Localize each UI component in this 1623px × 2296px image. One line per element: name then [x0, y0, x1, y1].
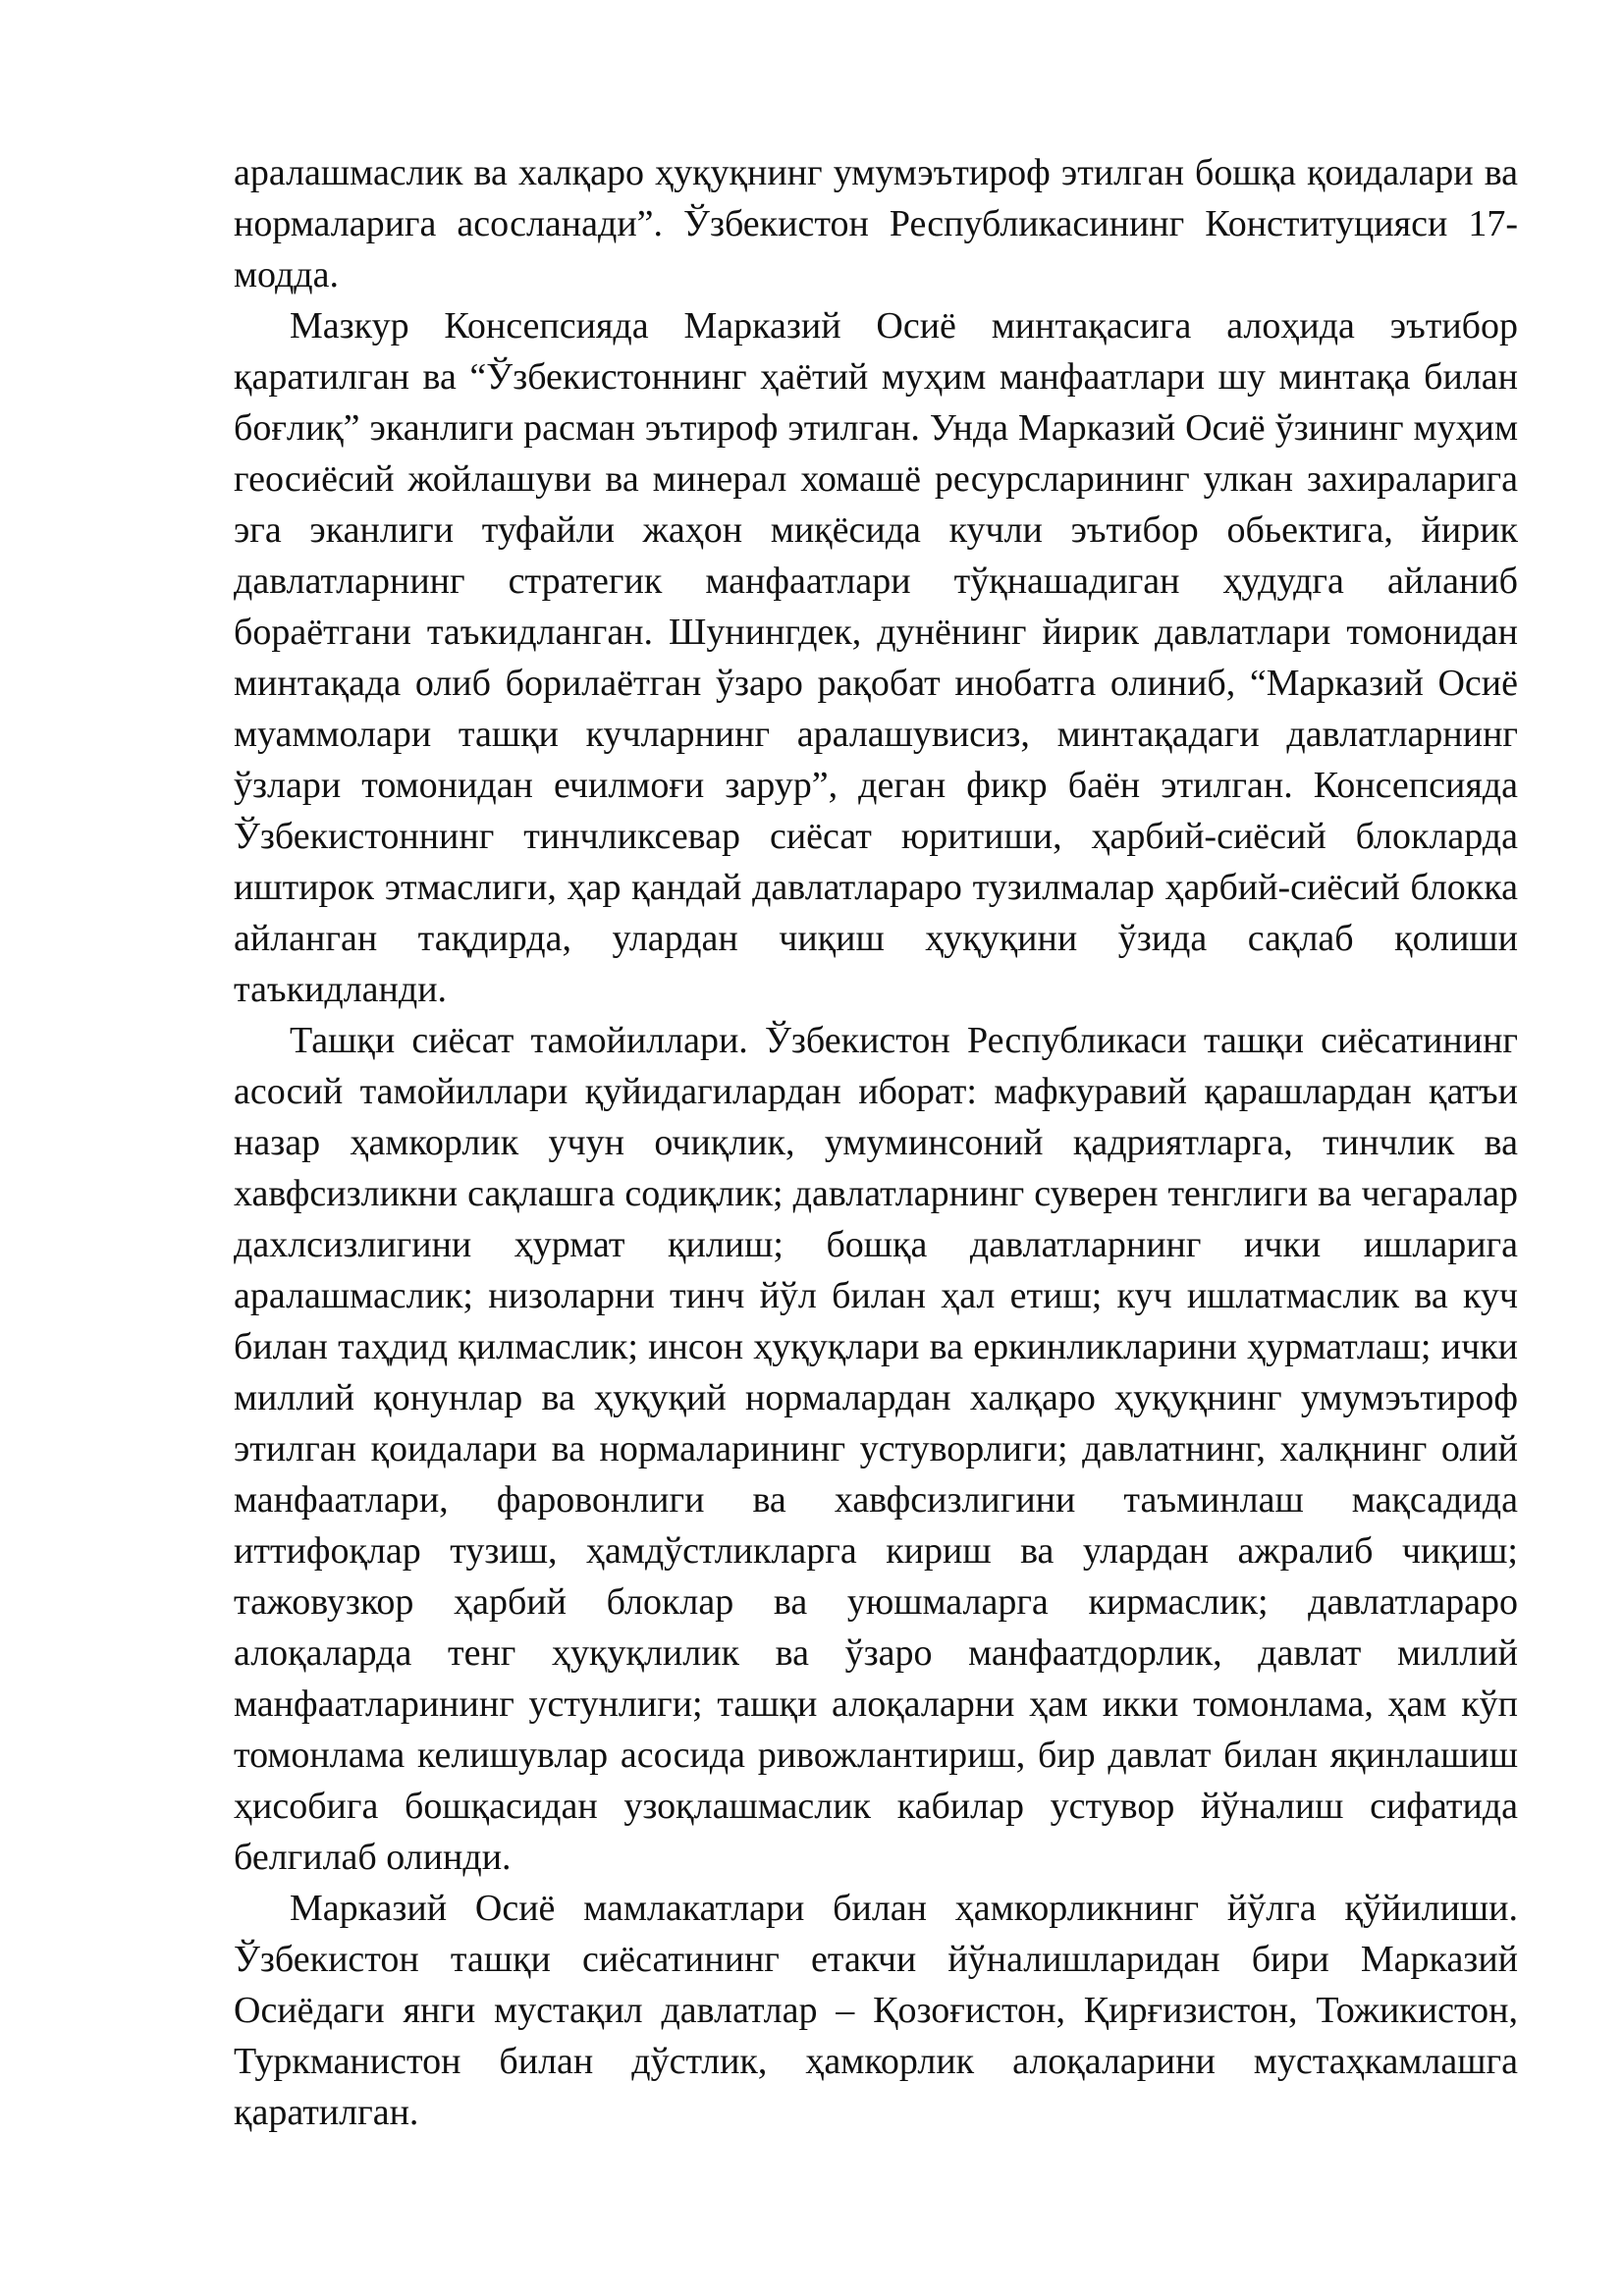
paragraph-2: Мазкур Консепсияда Марказий Осиё минтақасига алоҳида эътибор қаратилган ва “Ўзбекистоннинг ҳаётий муҳим манфаатлари шу минтақа билан боғлиқ” эканлиги расман эътироф этилган. Унда Марказий Осиё ўзининг муҳим геосиёсий жойлашуви ва минерал хомашё ресурсларининг улкан захираларига эга эканлиги туфайли жаҳон миқёсида кучли эътибор обьектига, йирик давлатларнинг стратегик манфаатлари тўқнашадиган ҳудудга айланиб бораётгани таъкидланган. Шунингдек, дунёнинг йирик давлатлари томонидан минтақада олиб борилаётган ўзаро рақобат инобатга олиниб, “Марказий Осиё муаммолари ташқи кучларнинг аралашувисиз, минтақадаги давлатларнинг ўзлари томонидан ечилмоғи зарур”, деган фикр баён этилган. Консепсияда Ўзбекистоннинг тинчликсевар сиёсат юритиши, ҳарбий-сиёсий блокларда иштирок этмаслиги, ҳар қандай давлатлараро тузилмалар ҳарбий-сиёсий блокка айланган тақдирда, улардан чиқиш ҳуқуқини ўзида сақлаб қолиши таъкидланди.: [234, 305, 1518, 1010]
document-page: [234, 147, 1518, 2138]
paragraph-3: Ташқи сиёсат тамойиллари. Ўзбекистон Республикаси ташқи сиёсатининг асосий тамойиллари қуйидагилардан иборат: мафкуравий қарашлардан қатъи назар ҳамкорлик учун очиқлик, умуминсоний қадриятларга, тинчлик ва хавфсизликни сақлашга содиқлик; давлатларнинг суверен тенглиги ва чегаралар дахлсизлигини ҳурмат қилиш; бошқа давлатларнинг ички ишларига аралашмаслик; низоларни тинч йўл билан ҳал етиш; куч ишлатмаслик ва куч билан таҳдид қилмаслик; инсон ҳуқуқлари ва еркинликларини ҳурматлаш; ички миллий қонунлар ва ҳуқуқий нормалардан халқаро ҳуқуқнинг умумэътироф этилган қоидалари ва нормаларининг устуворлиги; давлатнинг, халқнинг олий манфаатлари, фаровонлиги ва хавфсизлигини таъминлаш мақсадида иттифоқлар тузиш, ҳамдўстликларга кириш ва улардан ажралиб чиқиш; тажовузкор ҳарбий блоклар ва уюшмаларга кирмаслик; давлатлараро алоқаларда тенг ҳуқуқлилик ва ўзаро манфаатдорлик, давлат миллий манфаатларининг устунлиги; ташқи алоқаларни ҳам икки томонлама, ҳам кўп томонлама келишувлар асосида ривожлантириш, бир давлат билан яқинлашиш ҳисобига бошқасидан узоқлашмаслик кабилар устувор йўналиш сифатида белгилаб олинди.: [234, 1020, 1518, 1878]
paragraph-4: Марказий Осиё мамлакатлари билан ҳамкорликнинг йўлга қўйилиши. Ўзбекистон ташқи сиёсатининг етакчи йўналишларидан бири Марказий Осиёдаги янги мустақил давлатлар – Қозоғистон, Қирғизистон, Тожикистон, Туркманистон билан дўстлик, ҳамкорлик алоқаларини мустаҳкамлашга қаратилган.: [234, 1888, 1518, 2133]
paragraph-1: аралашмаслик ва халқаро ҳуқуқнинг умумэътироф этилган бошқа қоидалари ва нормаларига асосланади”. Ўзбекистон Республикасининг Конституцияси 17-модда.: [234, 152, 1518, 295]
